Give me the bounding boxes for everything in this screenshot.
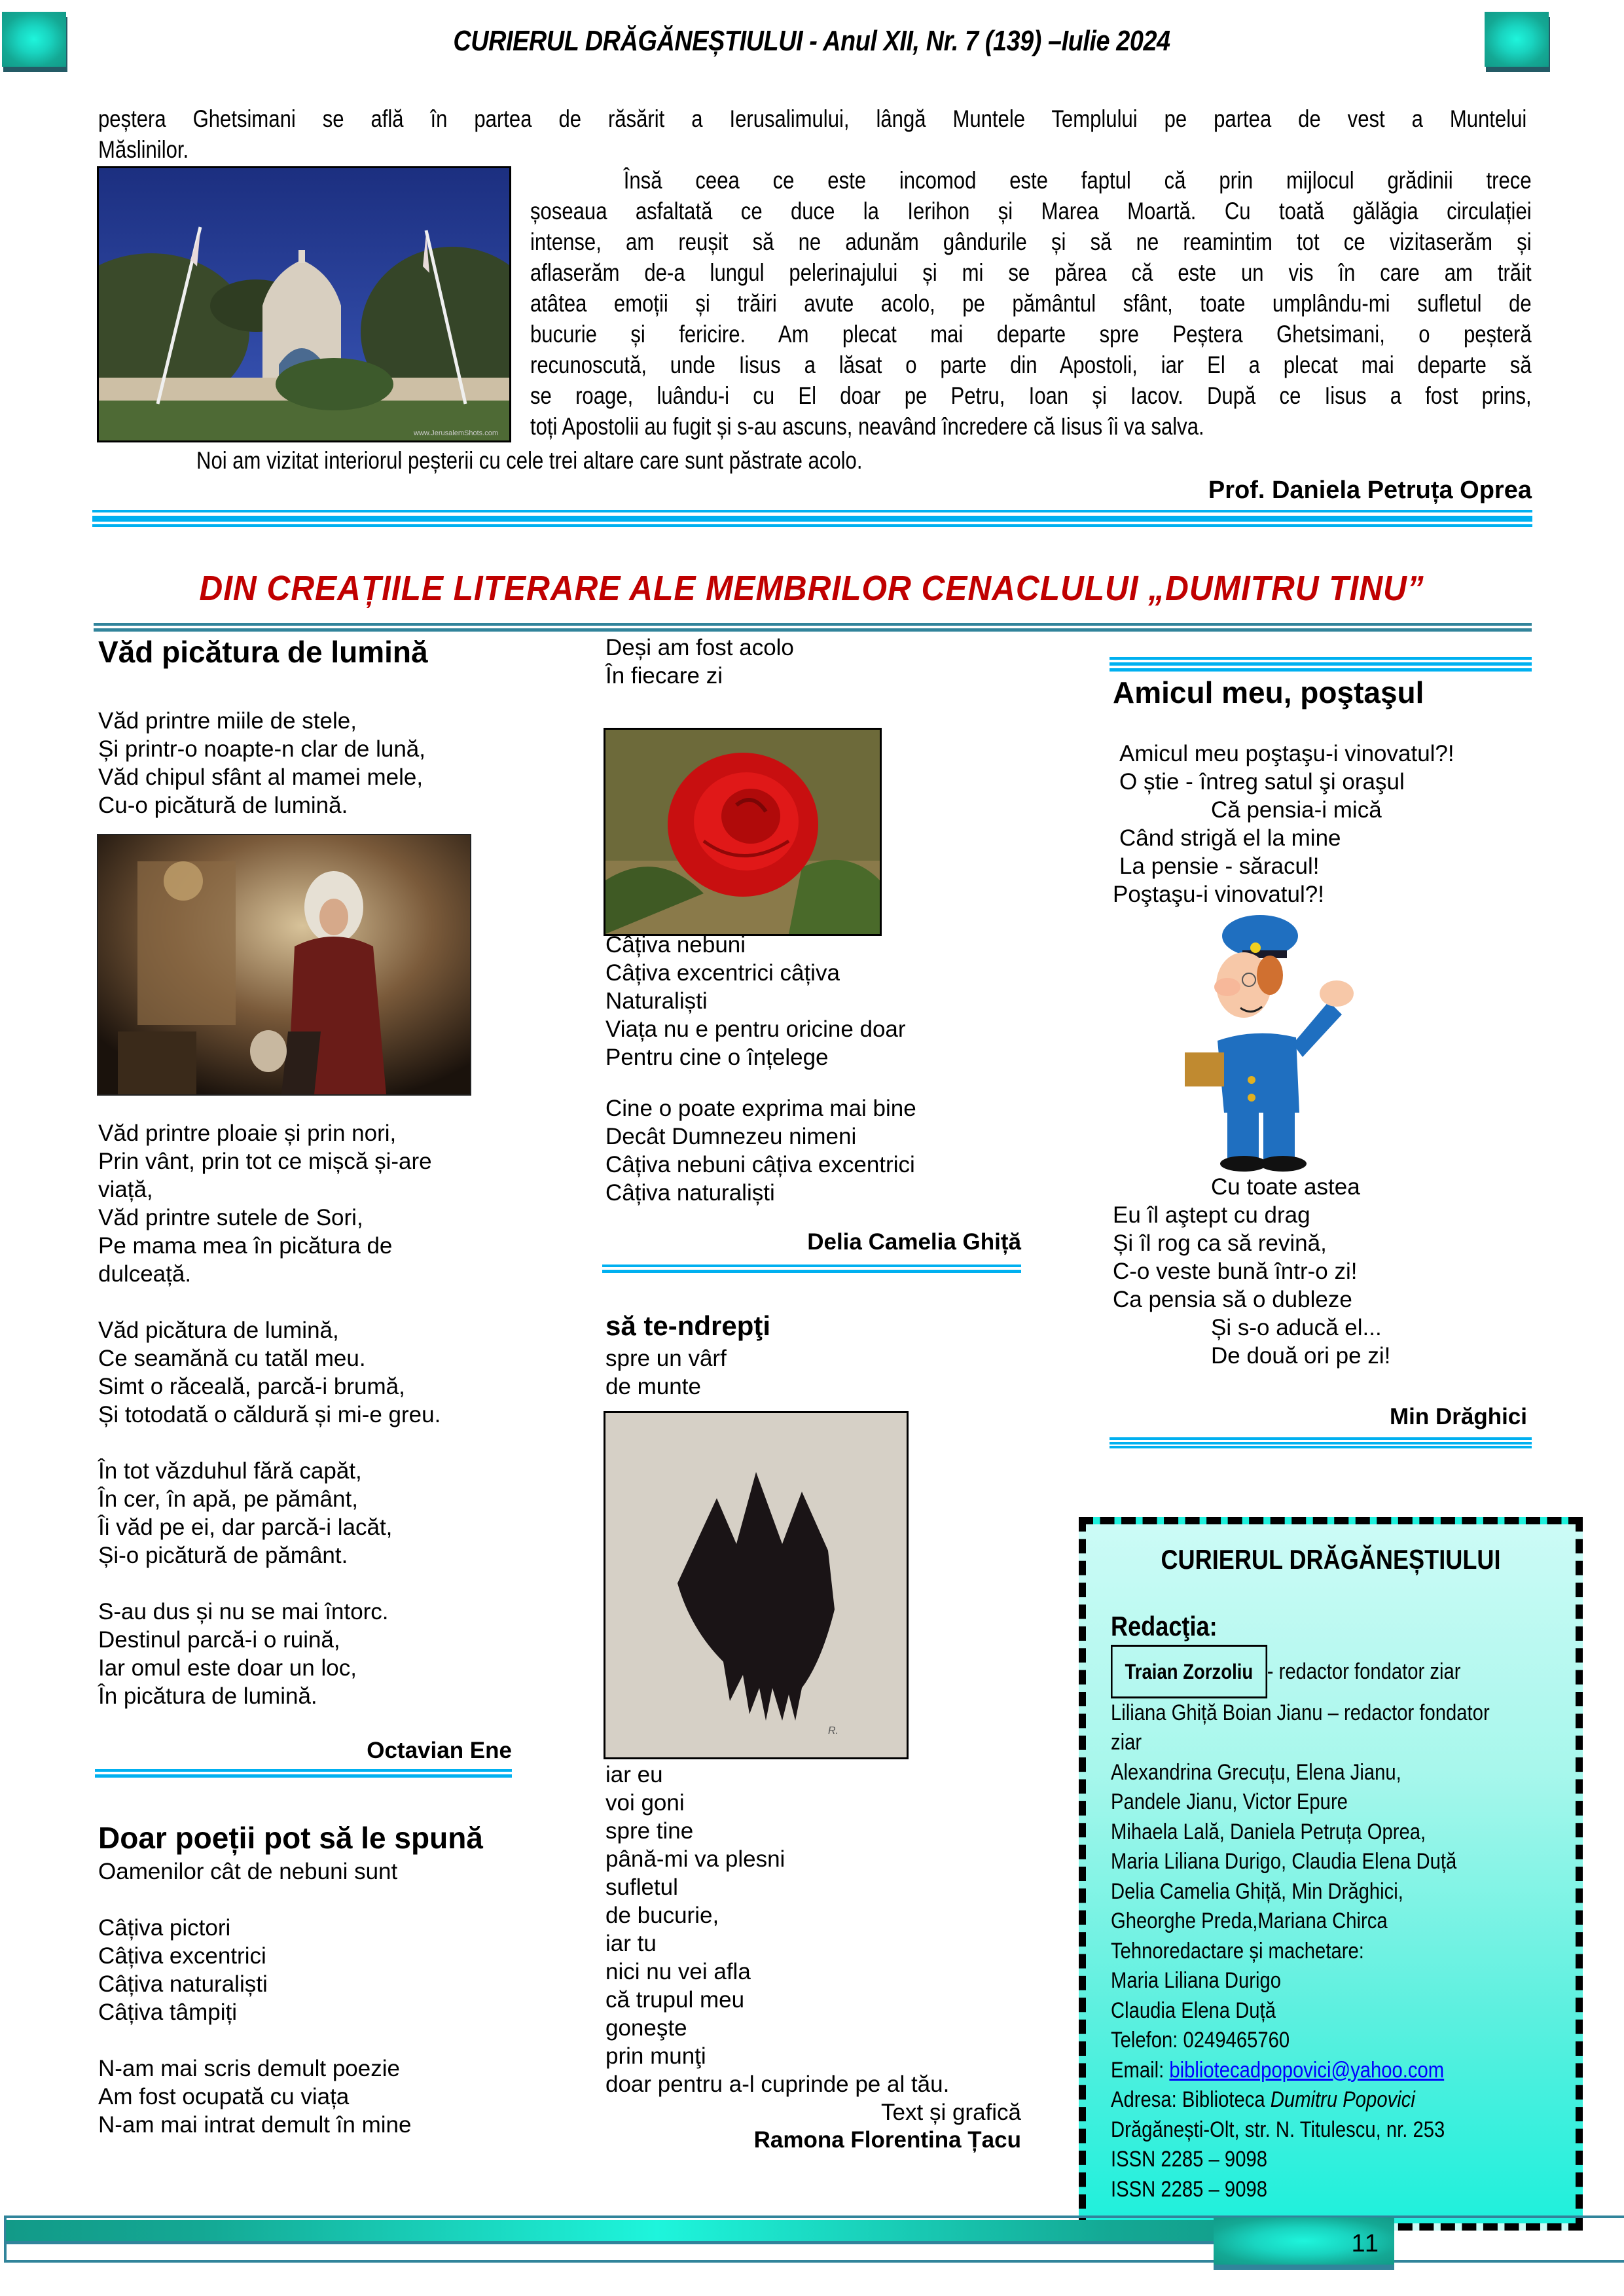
masthead-title: CURIERUL DRĂGĂNEȘTIULUI	[1161, 1544, 1501, 1575]
article-line: se roage, luându-i cu El doar pe Petru, Ioan și Iacov. După ce Iisus a fost prins,	[530, 382, 1532, 409]
poem-text: Câțiva nebuni Câțiva excentrici câțiva Naturaliști Viața nu e pentru oricine doar Pentru cine o înțelege	[605, 932, 906, 1070]
article-line: șoseaua asfaltată ce duce la Ierihon și Marea Moartă. Cu toată gălăgia circulației	[530, 198, 1532, 224]
staff-line: Claudia Elena Duță	[1111, 1998, 1276, 2023]
address-label: Adresa: Biblioteca	[1111, 2087, 1271, 2112]
poem-line: O știe - întreg satul şi oraşul	[1119, 769, 1405, 795]
forest-drawing	[604, 1411, 909, 1759]
staff-line: Gheorghe Preda,Mariana Chirca	[1111, 1909, 1388, 1933]
poem-text: Cine o poate exprima mai bine Decât Dumnezeu nimeni Câțiva nebuni câțiva excentrici Câțiva naturaliști	[605, 1096, 916, 1206]
staff-line: Pandele Jianu, Victor Epure	[1111, 1789, 1348, 1814]
staff-line: Tehnoredactare și machetare:	[1111, 1938, 1364, 1964]
staff-line: Maria Liliana Durigo	[1111, 1968, 1282, 1993]
page-title: CURIERUL DRĂGĂNEȘTIULUI - Anul XII, Nr. 7 (139) –Iulie 2024	[453, 25, 1170, 57]
poem-line: Cu toate astea	[1211, 1174, 1360, 1200]
header-decor-right	[1485, 12, 1549, 67]
columns-top-rule	[94, 623, 1532, 632]
staff-line: Liliana Ghiță Boian Jianu – redactor fondator	[1111, 1700, 1490, 1725]
poem-title: Văd picătura de lumină	[98, 635, 428, 669]
founder-line	[1111, 1645, 1511, 1698]
founder-name: Traian Zorzoliu	[1111, 1645, 1267, 1698]
poem-amicul-top	[1113, 740, 1532, 908]
article-line: recunoscută, unde Iisus a lăsat o parte din Apostoli, iar El a plecat mai departe să	[530, 351, 1532, 378]
article-line: intense, am reușit să ne adunăm gândurile și să ne reamintim tot ce vizitaserăm și	[530, 228, 1532, 255]
red-rose-photo	[604, 728, 882, 936]
staff-line: Mihaela Lală, Daniela Petruța Oprea,	[1111, 1819, 1426, 1844]
garden-church-photo	[97, 166, 511, 442]
staff-line: Alexandrina Grecuțu, Elena Jianu,	[1111, 1759, 1401, 1785]
article-line: aflaserăm de-a lungul pelerinajului și mi se părea că este un vis în care am trăit	[530, 259, 1532, 286]
poem-author: Octavian Ene	[367, 1738, 512, 1763]
poem-line: Eu îl aştept cu drag	[1113, 1202, 1310, 1228]
poem-stanza: Văd printre miile de stele, Și printr-o noapte-n clar de lună, Văd chipul sfânt al mamei mele, Cu-o picătură de lumină.	[98, 708, 425, 818]
article-intro-line-1: peștera Ghetsimani se află în partea de răsărit a Ierusalimului, lângă Muntele Templului pe partea de vest a Muntelui	[98, 105, 1527, 132]
garden-church-image	[99, 168, 509, 440]
poem-line: Poştaşu-i vinovatul?!	[1113, 882, 1324, 907]
staff-line: Maria Liliana Durigo, Claudia Elena Duță	[1111, 1849, 1457, 1874]
poem-line: Și s-o aducă el...	[1211, 1315, 1382, 1340]
address-library-name: Dumitru Popovici	[1270, 2087, 1415, 2112]
email-link[interactable]: bibliotecadpopovici@yahoo.com	[1169, 2057, 1445, 2083]
article-line: toți Apostolii au fugit și s-au ascuns, neavând încredere că Iisus îi va salva.	[530, 413, 1204, 440]
staff-line: Delia Camelia Ghiță, Min Drăghici,	[1111, 1878, 1403, 1904]
issn-line: ISSN 2285 – 9098	[1111, 2147, 1267, 2172]
article-line: bucurie și fericire. Am plecat mai departe spre Peștera Ghetsimani, o peșteră	[530, 321, 1532, 348]
poem-stanza: Văd printre ploaie și prin nori, Prin vânt, prin tot ce mișcă și-are viață, Văd printre sutele de Sori, Pe mama mea în picătura de dulceață. Văd picătura de lumină, Ce seamănă cu tatăl meu. Simt o răceală, parcă-i brumă, Și totodată o căldură și mi-e greu. În tot văzduhul fără capăt, În cer, în apă, pe pământ, Îi văd pe ei, dar parcă-i lacăt, Și-o picătură de pământ. S-au dus și nu se mai întorc. Destinul parcă-i o ruină, Iar omul este doar un loc, În picătura de lumină.	[98, 1121, 441, 1709]
issn-line: ISSN 2285 – 9098	[1111, 2176, 1267, 2202]
forest-drawing-image	[605, 1413, 907, 1757]
article-paragraph	[530, 165, 1532, 442]
poem-divider	[602, 1265, 1021, 1273]
masthead-box	[1079, 1517, 1583, 2231]
poem-line: La pensie - săracul!	[1119, 853, 1320, 879]
poem-divider	[95, 1769, 512, 1778]
postman-illustration	[1178, 910, 1368, 1172]
email-label: Email:	[1111, 2057, 1170, 2083]
poem-line: Că pensia-i mică	[1211, 797, 1382, 823]
poem-text: Oamenilor cât de nebuni sunt Câțiva pictori Câțiva excentrici Câțiva naturaliști Câțiva tâmpiți N-am mai scris demult poezie Am fost ocupată cu viața N-am mai intrat demult în mine	[98, 1859, 412, 2138]
poem-line: Când strigă el la mine	[1119, 825, 1341, 851]
poem-text: Deși am fost acolo În fiecare zi	[605, 635, 794, 689]
article-intro-line-2: Măslinilor.	[98, 136, 189, 163]
poem-vad-picatura	[98, 634, 511, 670]
footer-bar	[6, 2220, 1308, 2244]
poem-text: spre un vârf de munte	[605, 1346, 727, 1399]
header-decor-left	[2, 12, 66, 67]
founder-role: - redactor fondator ziar	[1267, 1659, 1461, 1684]
phone-line: Telefon: 0249465760	[1111, 2028, 1290, 2053]
postman-image	[1178, 910, 1368, 1172]
poem-line: Și îl rog ca să revină,	[1113, 1230, 1327, 1256]
address-street: Drăgănești-Olt, str. N. Titulescu, nr. 253	[1111, 2117, 1445, 2142]
photo-watermark: www.JerusalemShots.com	[414, 429, 498, 437]
poem-line: De două ori pe zi!	[1211, 1343, 1391, 1369]
poem-author: Ramona Florentina Țacu	[753, 2127, 1021, 2153]
poem-title: Amicul meu, poştaşul	[1113, 675, 1424, 709]
artist-signature: R.	[828, 1725, 839, 1736]
poem-top-rule	[1110, 657, 1532, 672]
article-closing: Noi am vizitat interiorul peșterii cu cele trei altare care sunt păstrate acolo.	[196, 447, 863, 474]
mother-painting	[97, 834, 471, 1096]
poem-credit: Text și grafică	[881, 2100, 1021, 2125]
mother-painting-image	[98, 835, 470, 1094]
red-rose-image	[605, 730, 880, 934]
email-line	[1111, 2056, 1511, 2086]
article-author: Prof. Daniela Petruța Oprea	[1208, 476, 1532, 504]
poem-line: C-o veste bună într-o zi!	[1113, 1259, 1358, 1284]
poem-title: să te-ndrepţi	[605, 1310, 771, 1341]
section-title: DIN CREAȚIILE LITERARE ALE MEMBRILOR CENACLULUI „DUMITRU TINU”	[199, 569, 1424, 608]
poem-title: Doar poeții pot să le spună	[98, 1821, 483, 1855]
article-line: Însă ceea ce este incomod este faptul că prin mijlocul grădinii trece	[623, 167, 1532, 194]
poem-amicul-bottom	[1113, 1173, 1532, 1370]
poem-line: Amicul meu poştaşu-i vinovatul?!	[1119, 741, 1454, 766]
page-number-box	[1214, 2217, 1394, 2265]
section-divider	[92, 510, 1532, 527]
poem-text: iar eu voi goni spre tine până-mi va plesni sufletul de bucurie, iar tu nici nu vei afla că trupul meu goneşte prin munţi doar pentru a-l cuprinde pe al tău.	[605, 1762, 950, 2097]
staff-line: ziar	[1111, 1730, 1142, 1755]
address-line	[1111, 2085, 1511, 2115]
poem-author: Delia Camelia Ghiță	[807, 1229, 1021, 1255]
page-number: 11	[1351, 2230, 1380, 2257]
poem-line: Ca pensia să o dubleze	[1113, 1287, 1352, 1312]
masthead-label: Redacţia:	[1111, 1611, 1218, 1641]
poem-divider	[1110, 1437, 1532, 1448]
poem-author: Min Drăghici	[1389, 1404, 1527, 1429]
article-line: atâtea emoții și trăiri avute acolo, pe pământul sfânt, toate umplându-mi sufletul de	[530, 290, 1532, 317]
